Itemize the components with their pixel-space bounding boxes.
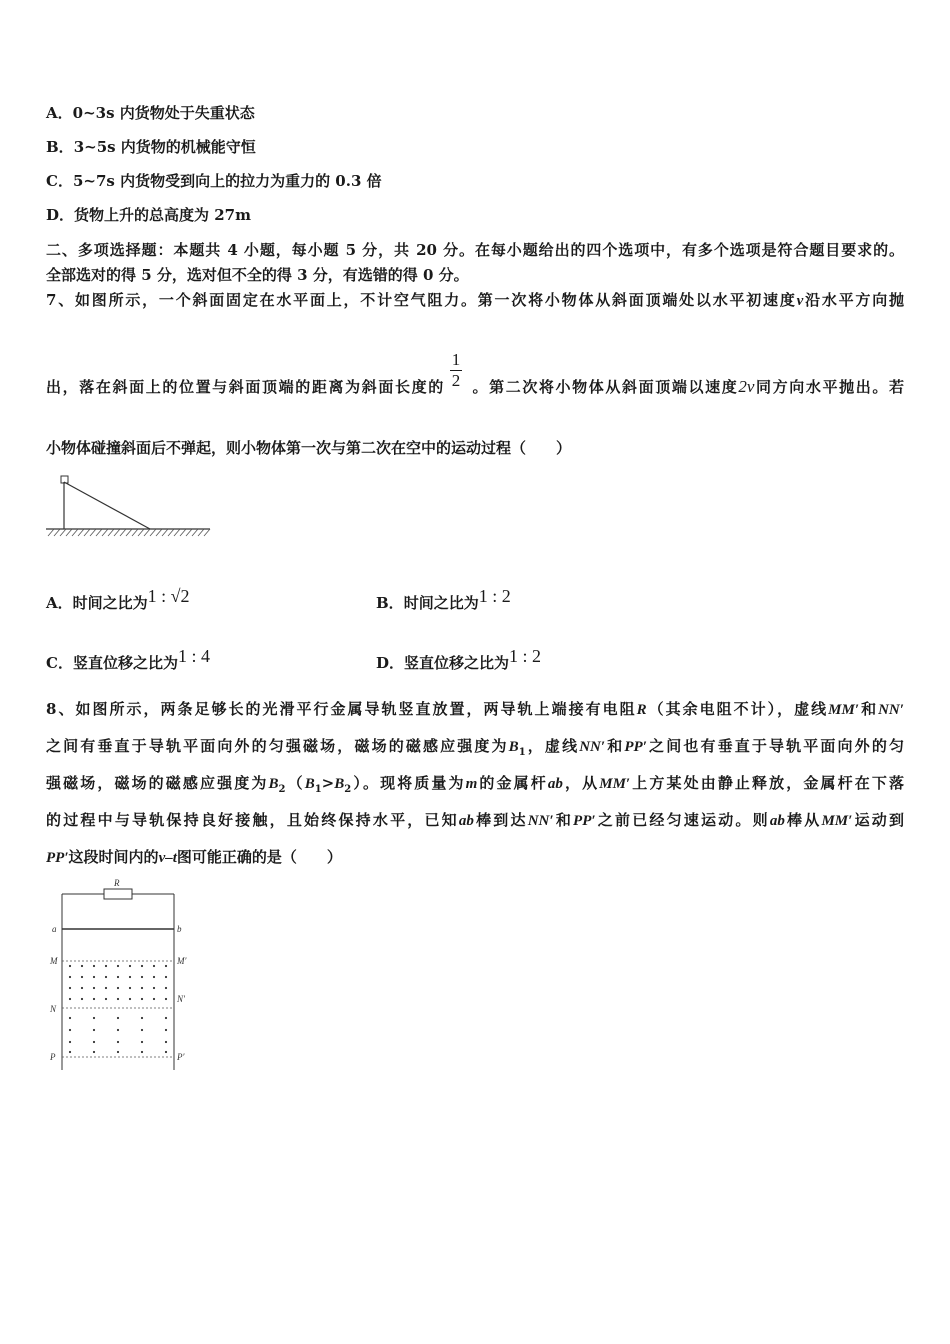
label-b: b — [177, 924, 182, 934]
label-M: M — [50, 956, 58, 966]
q7-option-b: B．时间之比为1 : 2 — [376, 586, 511, 612]
q8-stem-line5: PP′这段时间内的v–t图可能正确的是（ ） — [46, 848, 342, 866]
q7-option-a: A．时间之比为1 : √2 — [46, 586, 190, 612]
label-N: N — [50, 1004, 57, 1014]
incline-figure — [44, 472, 214, 540]
q7-stem-line2: 出，落在斜面上的位置与斜面顶端的距离为斜面长度的 。第二次将小物体从斜面顶端以速度2v同方向水平抛出。若 — [46, 377, 904, 396]
q8-stem-line2: 之间有垂直于导轨平面向外的匀强磁场，磁场的磁感应强度为$B_1$，虚线NN′和PP′之间也有垂直于导轨平面向外的匀 — [46, 737, 904, 758]
ground-hatching — [48, 529, 210, 536]
q7-stem-line3: 小物体碰撞斜面后不弹起，则小物体第一次与第二次在空中的运动过程（ ） — [46, 439, 572, 457]
frac-numerator: 1 — [451, 350, 461, 369]
section2-scoring: 全部选对的得 5 分，选对但不全的得 3 分，有选错的得 0 分。 — [46, 266, 469, 284]
q6-option-c: C．5~7s 内货物受到向上的拉力为重力的 0.3 倍 — [46, 172, 382, 190]
rail-circuit-figure — [44, 876, 204, 1072]
label-P-prime: P′ — [177, 1052, 185, 1062]
section2-heading: 二、多项选择题：本题共 4 小题，每小题 5 分，共 20 分。在每小题给出的四个选项中，有多个选项是符合题目要求的。 — [46, 241, 904, 259]
q6-option-a: A．0~3s 内货物处于失重状态 — [46, 104, 255, 122]
label-M-prime: M′ — [177, 956, 187, 966]
q8-stem-line4: 的过程中与导轨保持良好接触，且始终保持水平，已知ab棒到达NN′和PP′之前已经匀速运动。则ab棒从MM′运动到 — [46, 811, 904, 829]
incline-slope — [64, 482, 150, 529]
field-dots-B1 — [69, 965, 167, 1000]
resistor — [104, 889, 132, 899]
q6-option-b: B．3~5s 内货物的机械能守恒 — [46, 138, 256, 156]
q8-stem-line1: 8、如图所示，两条足够长的光滑平行金属导轨竖直放置，两导轨上端接有电阻R（其余电阻不计），虚线MM′和NN′ — [46, 700, 904, 718]
q7-option-d: D．竖直位移之比为1 : 2 — [376, 646, 542, 672]
q7-stem-line1: 7、如图所示，一个斜面固定在水平面上，不计空气阻力。第一次将小物体从斜面顶端处以水平初速度v沿水平方向抛 — [46, 291, 904, 309]
label-R: R — [114, 878, 120, 888]
field-dots-B2 — [69, 1017, 167, 1053]
label-P: P — [50, 1052, 56, 1062]
frac-denominator: 2 — [451, 371, 461, 390]
label-a: a — [52, 924, 57, 934]
q7-fraction-one-half — [449, 350, 463, 391]
q7-option-c: C．竖直位移之比为1 : 4 — [46, 646, 210, 672]
q6-option-d: D．货物上升的总高度为 27m — [46, 206, 251, 224]
label-N-prime: N′ — [177, 994, 185, 1004]
q8-stem-line3: 强磁场，磁场的磁感应强度为$B_2(B_1>B_2)$。现将质量为m的金属杆ab，从MM′上方某处由静止释放，金属杆在下落 — [46, 774, 904, 795]
